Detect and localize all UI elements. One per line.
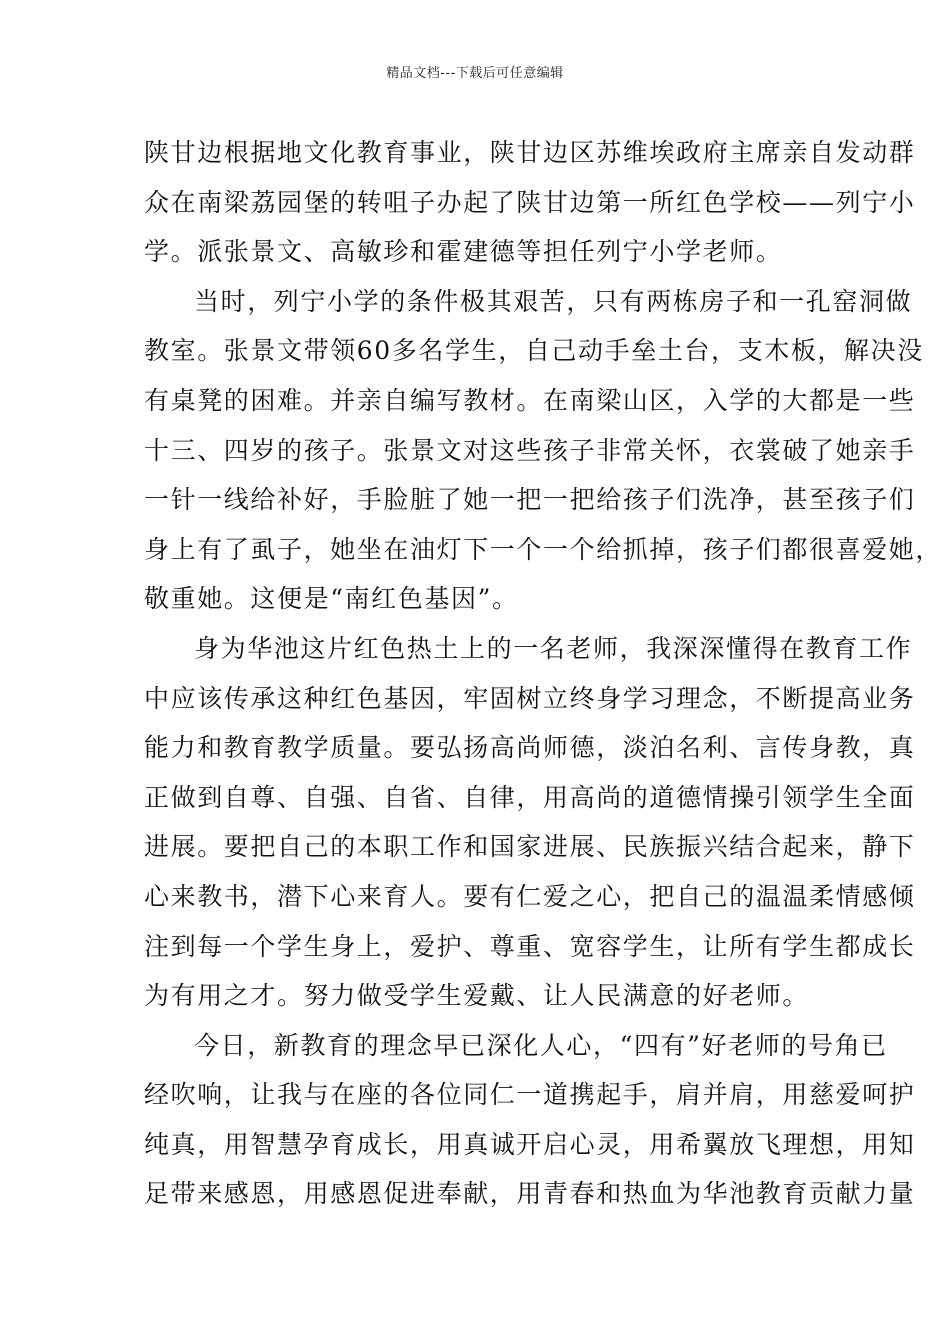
text-line: 一针一线给补好，手脸脏了她一把一把给孩子们洗净，甚至孩子们 bbox=[144, 485, 916, 515]
text-line: 进展。要把自己的本职工作和国家进展、民族振兴结合起来，静下 bbox=[144, 832, 916, 862]
text-line: 纯真，用智慧孕育成长，用真诚开启心灵，用希翼放飞理想，用知 bbox=[144, 1129, 916, 1159]
paragraph-first-line: 今日，新教育的理念早已深化人心，“四有”好老师的号角已 bbox=[194, 1030, 888, 1060]
text-line: 能力和教育教学质量。要弘扬高尚师德，淡泊名利、言传身教，真 bbox=[144, 733, 916, 763]
paragraph-first-line: 身为华池这片红色热土上的一名老师，我深深懂得在教育工作 bbox=[194, 633, 913, 663]
text-line: 学。派张景文、高敏珍和霍建德等担任列宁小学老师。 bbox=[144, 237, 783, 267]
text-line: 为有用之才。努力做受学生爱戴、让人民满意的好老师。 bbox=[144, 981, 810, 1011]
body-text bbox=[144, 128, 943, 1219]
page-header: 精品文档---下载后可任意编辑 bbox=[386, 66, 564, 81]
text-line: 正做到自尊、自强、自省、自律，用高尚的道德情操引领学生全面 bbox=[144, 782, 916, 812]
text-line: 敬重她。这便是“南红色基因”。 bbox=[144, 584, 519, 614]
text-line: 中应该传承这种红色基因，牢固树立终身学习理念，不断提高业务 bbox=[144, 683, 916, 713]
text-line: 有桌凳的困难。并亲自编写教材。在南梁山区，入学的大都是一些 bbox=[144, 385, 916, 415]
text-line: 陕甘边根据地文化教育事业，陕甘边区苏维埃政府主席亲自发动群 bbox=[144, 138, 916, 167]
text-line: 足带来感恩，用感恩促进奉献，用青春和热血为华池教育贡献力量 bbox=[144, 1179, 916, 1209]
text-line: 注到每一个学生身上，爱护、尊重、宽容学生，让所有学生都成长 bbox=[144, 931, 916, 961]
text-line: 教室。张景文带领60多名学生，自己动手垒土台，支木板，解决没 bbox=[144, 336, 924, 366]
text-line: 心来教书，潜下心来育人。要有仁爱之心，把自己的温温柔情感倾 bbox=[144, 881, 916, 911]
text-line: 众在南梁荔园堡的转咀子办起了陕甘边第一所红色学校——列宁小 bbox=[144, 187, 916, 217]
text-line: 身上有了虱子，她坐在油灯下一个一个给抓掉，孩子们都很喜爱她， bbox=[144, 534, 943, 564]
text-line: 十三、四岁的孩子。张景文对这些孩子非常关怀，衣裳破了她亲手 bbox=[144, 435, 916, 465]
paragraph-first-line: 当时，列宁小学的条件极其艰苦，只有两栋房子和一孔窑洞做 bbox=[194, 286, 913, 316]
text-line: 经吹响，让我与在座的各位同仁一道携起手，肩并肩，用慈爱呵护 bbox=[144, 1080, 916, 1110]
